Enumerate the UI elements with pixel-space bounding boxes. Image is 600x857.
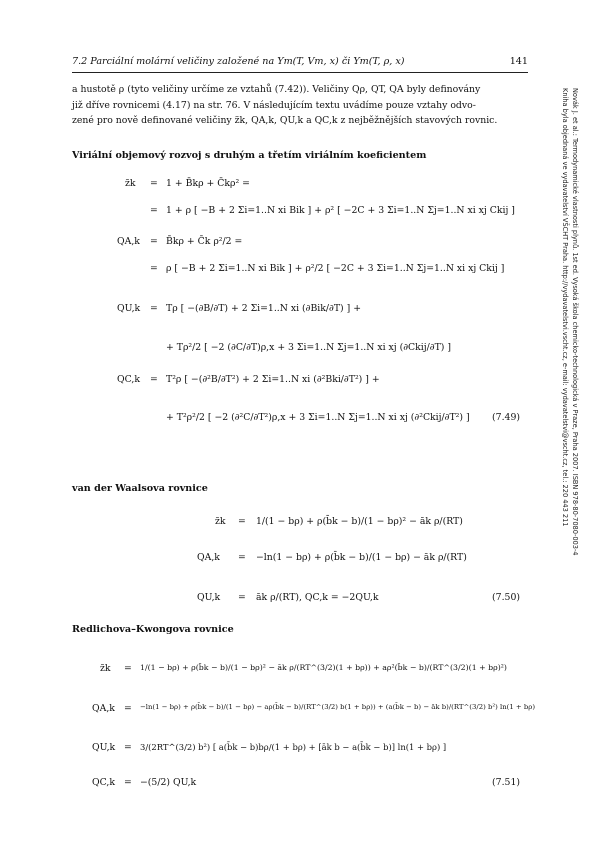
equation-number: (7.50) — [492, 592, 520, 603]
lhs: QA,k — [92, 703, 115, 714]
lhs: QU,k — [92, 742, 116, 753]
heading-virial: Viriální objemový rozvoj s druhým a třetím viriálním koeficientem — [72, 150, 427, 161]
relation: = — [124, 777, 132, 788]
equation-number: (7.51) — [492, 777, 520, 788]
heading-rk: Redlichova–Kwongova rovnice — [72, 624, 234, 635]
relation: = — [124, 663, 132, 674]
relation: = — [150, 236, 158, 247]
lhs: z̃k — [125, 178, 136, 189]
side-note-line: Kniha byla objednaná ve vydavatelství VŠCHT Praha. http://vydavatelstvi.vscht.cz, e-mail: vydavatelstvi@vscht.cz, tel.: 220 443 211 — [561, 88, 569, 527]
page-number: 141 — [509, 56, 528, 67]
header-rule — [72, 72, 528, 73]
relation: = — [238, 552, 246, 563]
rhs: −(5/2) QU,k — [140, 777, 197, 788]
lhs: QU,k — [117, 303, 141, 314]
lhs: z̃k — [215, 516, 226, 527]
rhs: ρ [ −B + 2 Σi=1..N xi Bik ] + ρ²/2 [ −2C + 3 Σi=1..N Σj=1..N xi xj Ckij ] — [166, 263, 505, 274]
rhs: 1/(1 − bρ) + ρ(b̄k − b)/(1 − bρ)² − āk ρ/(RT^(3/2)(1 + bρ)) + aρ²(b̄k − b)/(RT^(3/2)(1 + bρ)²) — [140, 663, 507, 672]
lhs: z̃k — [100, 663, 111, 674]
relation: = — [150, 178, 158, 189]
lhs: QC,k — [117, 374, 140, 385]
side-note — [551, 88, 591, 668]
running-header — [72, 56, 528, 72]
rhs: āk ρ/(RT), QC,k = −2QU,k — [256, 592, 379, 603]
relation: = — [238, 592, 246, 603]
rhs: −ln(1 − bρ) + ρ(b̄k − b)/(1 − bρ) − aρ(b̄k − b)/(RT^(3/2) b(1 + bρ)) + (a(b̄k − b) − āk b)/(RT^(3/2) b²) ln(1 + bρ) — [140, 703, 536, 711]
rhs: + T²ρ²/2 [ −2 (∂²C/∂T²)ρ,x + 3 Σi=1..N Σj=1..N xi xj (∂²Ckij/∂T²) ] — [166, 412, 470, 423]
rhs: 3/(2RT^(3/2) b²) [ a(b̄k − b)bρ/(1 + bρ) + [āk b − a(b̄k − b)] ln(1 + bρ) ] — [140, 742, 447, 752]
relation: = — [150, 205, 158, 216]
lhs: QU,k — [197, 592, 221, 603]
lhs: QC,k — [92, 777, 115, 788]
equation-number: (7.49) — [492, 412, 520, 423]
side-note-line: Novák J. et al.: Termodynamické vlastnosti plynů. 1st ed. Vysoká škola chemicko-technologická v Praze, Praha 2007. ISBN 978-80-7080-003-4 — [571, 88, 579, 556]
relation: = — [238, 516, 246, 527]
rhs: 1 + B̄kρ + C̄kρ² = — [166, 178, 250, 189]
relation: = — [150, 303, 158, 314]
relation: = — [124, 703, 132, 714]
section-title: 7.2 Parciální molární veličiny založené na Ym(T, Vm, x) či Ym(T, ρ, x) — [72, 56, 405, 67]
rhs: + Tρ²/2 [ −2 (∂C/∂T)ρ,x + 3 Σi=1..N Σj=1..N xi xj (∂Ckij/∂T) ] — [166, 342, 451, 353]
intro-line: již dříve rovnicemi (4.17) na str. 76. V následujícím textu uvádíme pouze vztahy odvo- — [72, 99, 476, 111]
heading-vdw: van der Waalsova rovnice — [72, 483, 208, 494]
rhs: T²ρ [ −(∂²B/∂T²) + 2 Σi=1..N xi (∂²Bki/∂T²) ] + — [166, 374, 380, 385]
intro-line: zené pro nově definované veličiny z̃k, QA,k, QU,k a QC,k z nejběžnějších stavových rovnic. — [72, 115, 498, 126]
rhs: 1/(1 − bρ) + ρ(b̄k − b)/(1 − bρ)² − āk ρ/(RT) — [256, 516, 463, 527]
rhs: Tρ [ −(∂B/∂T) + 2 Σi=1..N xi (∂Bik/∂T) ] + — [166, 303, 361, 314]
rhs: 1 + ρ [ −B + 2 Σi=1..N xi Bik ] + ρ² [ −2C + 3 Σi=1..N Σj=1..N xi xj Ckij ] — [166, 205, 515, 216]
relation: = — [150, 263, 158, 274]
relation: = — [150, 374, 158, 385]
rhs: B̄kρ + C̄k ρ²/2 = — [166, 236, 243, 247]
intro-paragraph — [72, 82, 532, 129]
intro-line: a hustotě ρ (tyto veličiny určíme ze vztahů (7.42)). Veličiny Qρ, QT, QA byly definovány — [72, 84, 481, 95]
relation: = — [124, 742, 132, 753]
lhs: QA,k — [117, 236, 140, 247]
lhs: QA,k — [197, 552, 220, 563]
rhs: −ln(1 − bρ) + ρ(b̄k − b)/(1 − bρ) − āk ρ/(RT) — [256, 552, 467, 563]
